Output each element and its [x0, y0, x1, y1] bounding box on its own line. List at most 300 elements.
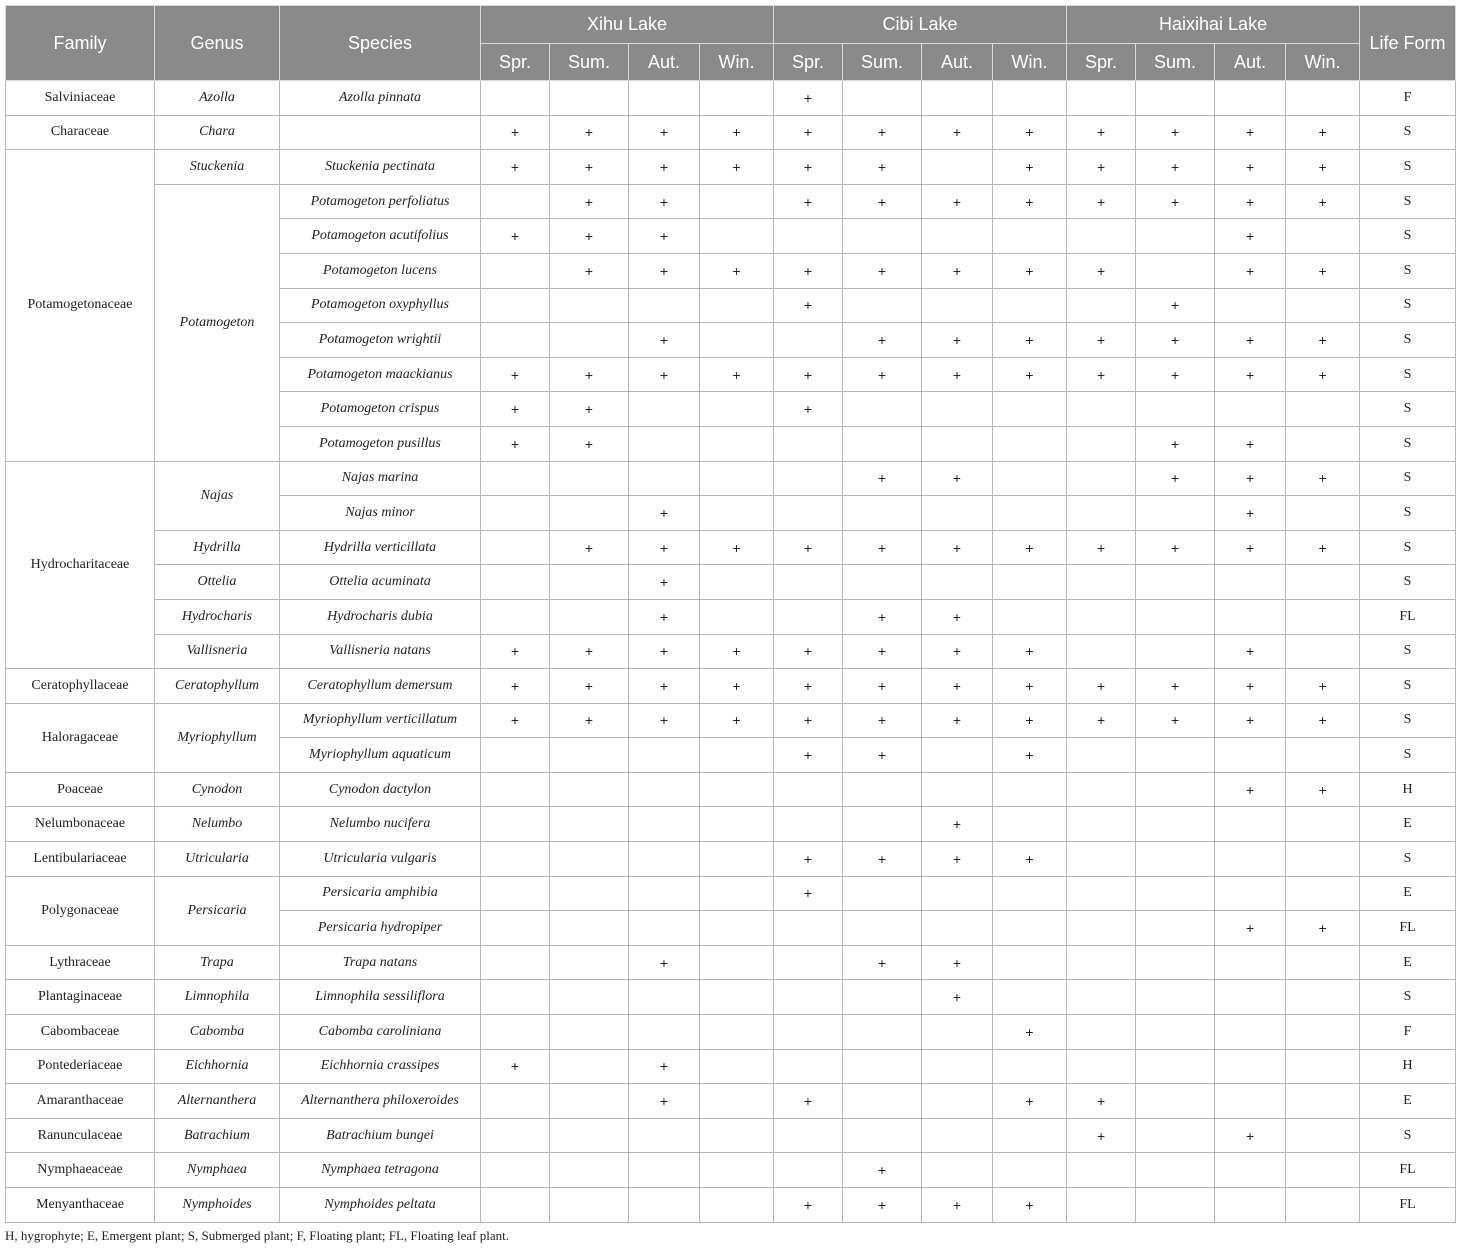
presence-cell — [1286, 1118, 1360, 1153]
genus-cell: Stuckenia — [155, 150, 280, 185]
table-row — [6, 634, 1456, 669]
presence-cell: + — [1067, 253, 1136, 288]
presence-cell — [1067, 772, 1136, 807]
presence-cell: + — [774, 876, 843, 911]
presence-cell: + — [629, 599, 700, 634]
species-cell: Persicaria hydropiper — [280, 911, 481, 946]
presence-cell — [774, 1015, 843, 1050]
presence-cell: + — [993, 357, 1067, 392]
presence-cell: + — [922, 980, 993, 1015]
presence-cell — [629, 426, 700, 461]
genus-cell: Cabomba — [155, 1015, 280, 1050]
table-row — [6, 1118, 1456, 1153]
presence-cell — [481, 599, 550, 634]
presence-cell — [550, 1015, 629, 1050]
presence-cell: + — [1215, 634, 1286, 669]
presence-cell — [1215, 1015, 1286, 1050]
presence-cell — [1286, 565, 1360, 600]
presence-cell — [481, 772, 550, 807]
presence-cell: + — [1286, 357, 1360, 392]
species-cell: Batrachium bungei — [280, 1118, 481, 1153]
presence-cell: + — [629, 323, 700, 358]
presence-cell: + — [843, 599, 922, 634]
presence-cell — [1215, 1049, 1286, 1084]
species-cell: Potamogeton wrightii — [280, 323, 481, 358]
species-table-container — [5, 5, 1455, 1223]
presence-cell — [993, 599, 1067, 634]
presence-cell — [1067, 496, 1136, 531]
presence-cell: + — [774, 669, 843, 704]
presence-cell — [1136, 807, 1215, 842]
presence-cell — [1286, 219, 1360, 254]
presence-cell — [481, 1188, 550, 1223]
presence-cell — [922, 772, 993, 807]
presence-cell: + — [1067, 150, 1136, 185]
presence-cell — [1136, 772, 1215, 807]
life-form-cell: S — [1360, 323, 1456, 358]
life-form-cell: H — [1360, 1049, 1456, 1084]
presence-cell — [700, 461, 774, 496]
presence-cell — [774, 599, 843, 634]
life-form-cell: S — [1360, 219, 1456, 254]
life-form-cell: FL — [1360, 599, 1456, 634]
family-cell: Plantaginaceae — [6, 980, 155, 1015]
presence-cell — [629, 81, 700, 116]
presence-cell: + — [1136, 530, 1215, 565]
presence-cell: + — [843, 150, 922, 185]
life-form-cell: E — [1360, 945, 1456, 980]
presence-cell — [993, 945, 1067, 980]
family-cell: Salviniaceae — [6, 81, 155, 116]
header-lake-cibi: Cibi Lake — [774, 6, 1067, 44]
life-form-cell: S — [1360, 496, 1456, 531]
presence-cell — [843, 565, 922, 600]
life-form-cell: S — [1360, 184, 1456, 219]
species-cell: Cynodon dactylon — [280, 772, 481, 807]
presence-cell: + — [993, 1188, 1067, 1223]
presence-cell — [550, 842, 629, 877]
presence-cell — [843, 496, 922, 531]
genus-cell: Batrachium — [155, 1118, 280, 1153]
life-form-cell: F — [1360, 81, 1456, 116]
presence-cell: + — [700, 703, 774, 738]
header-lake-haixihai: Haixihai Lake — [1067, 6, 1360, 44]
presence-cell: + — [774, 392, 843, 427]
presence-cell — [550, 945, 629, 980]
presence-cell — [774, 945, 843, 980]
presence-cell: + — [1215, 669, 1286, 704]
presence-cell: + — [1286, 461, 1360, 496]
table-row — [6, 772, 1456, 807]
table-header — [6, 6, 1456, 81]
presence-cell — [843, 1084, 922, 1119]
presence-cell — [481, 184, 550, 219]
header-season: Spr. — [774, 44, 843, 81]
presence-cell: + — [629, 115, 700, 150]
presence-cell — [550, 1188, 629, 1223]
presence-cell — [1136, 219, 1215, 254]
presence-cell — [1286, 1049, 1360, 1084]
presence-cell — [481, 253, 550, 288]
presence-cell — [550, 461, 629, 496]
presence-cell: + — [1215, 911, 1286, 946]
species-cell: Vallisneria natans — [280, 634, 481, 669]
presence-cell: + — [774, 738, 843, 773]
presence-cell — [481, 842, 550, 877]
presence-cell — [1136, 253, 1215, 288]
header-lake-xihu: Xihu Lake — [481, 6, 774, 44]
species-cell: Ottelia acuminata — [280, 565, 481, 600]
life-form-cell: E — [1360, 807, 1456, 842]
presence-cell — [1136, 876, 1215, 911]
presence-cell — [1136, 392, 1215, 427]
presence-cell — [1286, 599, 1360, 634]
presence-cell — [1136, 1153, 1215, 1188]
presence-cell: + — [843, 1188, 922, 1223]
presence-cell — [550, 876, 629, 911]
presence-cell: + — [1286, 530, 1360, 565]
presence-cell — [1215, 1188, 1286, 1223]
presence-cell — [550, 565, 629, 600]
table-row — [6, 842, 1456, 877]
presence-cell — [481, 945, 550, 980]
presence-cell: + — [481, 392, 550, 427]
presence-cell — [1215, 842, 1286, 877]
table-row — [6, 1015, 1456, 1050]
header-family: Family — [6, 6, 155, 81]
presence-cell: + — [1286, 323, 1360, 358]
species-cell: Myriophyllum verticillatum — [280, 703, 481, 738]
genus-cell: Chara — [155, 115, 280, 150]
presence-cell: + — [1067, 323, 1136, 358]
presence-cell: + — [1286, 150, 1360, 185]
presence-cell — [922, 876, 993, 911]
header-season: Sum. — [1136, 44, 1215, 81]
presence-cell — [1136, 599, 1215, 634]
presence-cell — [550, 807, 629, 842]
species-cell: Stuckenia pectinata — [280, 150, 481, 185]
presence-cell: + — [922, 599, 993, 634]
presence-cell — [774, 461, 843, 496]
genus-cell: Hydrocharis — [155, 599, 280, 634]
presence-cell: + — [1286, 703, 1360, 738]
presence-cell — [774, 1153, 843, 1188]
presence-cell: + — [629, 357, 700, 392]
presence-cell: + — [993, 1084, 1067, 1119]
header-season: Aut. — [922, 44, 993, 81]
presence-cell: + — [629, 1049, 700, 1084]
presence-cell — [700, 1049, 774, 1084]
presence-cell: + — [1067, 703, 1136, 738]
presence-cell: + — [1215, 1118, 1286, 1153]
presence-cell — [1215, 288, 1286, 323]
presence-cell: + — [481, 426, 550, 461]
presence-cell — [922, 565, 993, 600]
presence-cell — [1067, 1153, 1136, 1188]
presence-cell — [774, 323, 843, 358]
presence-cell — [922, 911, 993, 946]
presence-cell: + — [843, 323, 922, 358]
presence-cell — [1286, 807, 1360, 842]
presence-cell — [629, 772, 700, 807]
life-form-cell: E — [1360, 876, 1456, 911]
presence-cell — [993, 876, 1067, 911]
presence-cell: + — [550, 392, 629, 427]
table-body — [6, 81, 1456, 1223]
presence-cell — [1067, 565, 1136, 600]
presence-cell — [550, 980, 629, 1015]
genus-cell: Vallisneria — [155, 634, 280, 669]
presence-cell: + — [993, 669, 1067, 704]
presence-cell — [1136, 1015, 1215, 1050]
presence-cell — [1136, 81, 1215, 116]
species-table — [5, 5, 1456, 1223]
presence-cell — [1286, 426, 1360, 461]
presence-cell — [993, 81, 1067, 116]
genus-cell: Alternanthera — [155, 1084, 280, 1119]
presence-cell — [1067, 599, 1136, 634]
presence-cell: + — [550, 530, 629, 565]
presence-cell: + — [550, 634, 629, 669]
presence-cell — [993, 807, 1067, 842]
life-form-cell: S — [1360, 703, 1456, 738]
presence-cell: + — [629, 1084, 700, 1119]
presence-cell — [1136, 565, 1215, 600]
presence-cell: + — [700, 669, 774, 704]
life-form-cell: F — [1360, 1015, 1456, 1050]
genus-cell: Potamogeton — [155, 184, 280, 461]
table-row — [6, 945, 1456, 980]
presence-cell — [1067, 911, 1136, 946]
presence-cell — [550, 1153, 629, 1188]
presence-cell — [1286, 1084, 1360, 1119]
header-species: Species — [280, 6, 481, 81]
presence-cell: + — [629, 150, 700, 185]
presence-cell — [843, 219, 922, 254]
presence-cell — [1067, 842, 1136, 877]
life-form-cell: S — [1360, 669, 1456, 704]
presence-cell — [1215, 807, 1286, 842]
family-cell: Nymphaeaceae — [6, 1153, 155, 1188]
table-row — [6, 980, 1456, 1015]
family-cell: Ranunculaceae — [6, 1118, 155, 1153]
life-form-cell: FL — [1360, 1188, 1456, 1223]
presence-cell: + — [993, 323, 1067, 358]
presence-cell — [1067, 738, 1136, 773]
presence-cell — [700, 1188, 774, 1223]
presence-cell — [481, 530, 550, 565]
presence-cell — [481, 461, 550, 496]
table-row — [6, 807, 1456, 842]
presence-cell: + — [922, 669, 993, 704]
table-footnote: H, hygrophyte; E, Emergent plant; S, Submerged plant; F, Floating plant; FL, Floating leaf plant. — [5, 1228, 509, 1243]
presence-cell: + — [700, 530, 774, 565]
presence-cell: + — [843, 357, 922, 392]
presence-cell: + — [922, 253, 993, 288]
presence-cell: + — [993, 115, 1067, 150]
presence-cell — [993, 219, 1067, 254]
header-season: Sum. — [843, 44, 922, 81]
life-form-cell: FL — [1360, 911, 1456, 946]
life-form-cell: S — [1360, 565, 1456, 600]
presence-cell — [1067, 945, 1136, 980]
presence-cell — [774, 219, 843, 254]
species-cell: Trapa natans — [280, 945, 481, 980]
presence-cell — [700, 1118, 774, 1153]
presence-cell: + — [1215, 253, 1286, 288]
presence-cell — [700, 184, 774, 219]
life-form-cell: S — [1360, 150, 1456, 185]
presence-cell — [843, 772, 922, 807]
presence-cell: + — [550, 253, 629, 288]
table-row — [6, 1084, 1456, 1119]
presence-cell — [922, 392, 993, 427]
presence-cell — [993, 392, 1067, 427]
presence-cell: + — [629, 496, 700, 531]
presence-cell — [550, 81, 629, 116]
presence-cell — [1286, 980, 1360, 1015]
presence-cell — [1067, 634, 1136, 669]
presence-cell: + — [843, 738, 922, 773]
presence-cell: + — [774, 81, 843, 116]
presence-cell — [700, 565, 774, 600]
presence-cell: + — [1215, 115, 1286, 150]
genus-cell: Azolla — [155, 81, 280, 116]
presence-cell — [774, 426, 843, 461]
presence-cell: + — [993, 253, 1067, 288]
presence-cell: + — [1286, 253, 1360, 288]
presence-cell — [1136, 980, 1215, 1015]
presence-cell: + — [922, 184, 993, 219]
presence-cell — [774, 1118, 843, 1153]
species-cell: Eichhornia crassipes — [280, 1049, 481, 1084]
species-cell: Najas minor — [280, 496, 481, 531]
presence-cell — [922, 81, 993, 116]
presence-cell — [700, 1084, 774, 1119]
presence-cell — [481, 876, 550, 911]
presence-cell — [700, 426, 774, 461]
species-cell: Potamogeton oxyphyllus — [280, 288, 481, 323]
presence-cell: + — [843, 1153, 922, 1188]
presence-cell — [1136, 496, 1215, 531]
presence-cell — [1286, 945, 1360, 980]
presence-cell: + — [774, 184, 843, 219]
presence-cell: + — [1067, 669, 1136, 704]
presence-cell — [700, 496, 774, 531]
presence-cell — [629, 807, 700, 842]
presence-cell: + — [1136, 115, 1215, 150]
life-form-cell: S — [1360, 392, 1456, 427]
presence-cell — [922, 496, 993, 531]
genus-cell: Nymphaea — [155, 1153, 280, 1188]
presence-cell: + — [1067, 357, 1136, 392]
presence-cell: + — [774, 1188, 843, 1223]
presence-cell: + — [1286, 184, 1360, 219]
presence-cell: + — [700, 150, 774, 185]
presence-cell — [629, 461, 700, 496]
presence-cell — [1215, 565, 1286, 600]
species-cell: Myriophyllum aquaticum — [280, 738, 481, 773]
presence-cell: + — [700, 253, 774, 288]
presence-cell — [629, 842, 700, 877]
header-season: Spr. — [1067, 44, 1136, 81]
presence-cell — [774, 1049, 843, 1084]
presence-cell: + — [1136, 288, 1215, 323]
species-cell: Potamogeton crispus — [280, 392, 481, 427]
presence-cell: + — [550, 669, 629, 704]
presence-cell — [993, 1118, 1067, 1153]
life-form-cell: S — [1360, 530, 1456, 565]
presence-cell — [629, 911, 700, 946]
presence-cell — [550, 911, 629, 946]
presence-cell: + — [1067, 1084, 1136, 1119]
presence-cell — [629, 392, 700, 427]
presence-cell: + — [550, 150, 629, 185]
table-row — [6, 530, 1456, 565]
species-cell: Najas marina — [280, 461, 481, 496]
presence-cell: + — [774, 634, 843, 669]
presence-cell — [1286, 1188, 1360, 1223]
presence-cell: + — [481, 1049, 550, 1084]
presence-cell: + — [629, 634, 700, 669]
presence-cell — [993, 461, 1067, 496]
presence-cell — [700, 599, 774, 634]
family-cell: Characeae — [6, 115, 155, 150]
presence-cell: + — [1215, 184, 1286, 219]
presence-cell — [1215, 876, 1286, 911]
header-life-form: Life Form — [1360, 6, 1456, 81]
presence-cell — [550, 599, 629, 634]
species-cell: Nymphoides peltata — [280, 1188, 481, 1223]
presence-cell: + — [629, 530, 700, 565]
presence-cell — [774, 911, 843, 946]
presence-cell — [629, 980, 700, 1015]
presence-cell: + — [922, 357, 993, 392]
presence-cell — [700, 980, 774, 1015]
presence-cell — [843, 288, 922, 323]
presence-cell: + — [843, 530, 922, 565]
presence-cell: + — [774, 1084, 843, 1119]
family-cell: Pontederiaceae — [6, 1049, 155, 1084]
presence-cell — [1067, 1015, 1136, 1050]
species-cell: Hydrocharis dubia — [280, 599, 481, 634]
life-form-cell: E — [1360, 1084, 1456, 1119]
presence-cell — [843, 81, 922, 116]
presence-cell: + — [774, 357, 843, 392]
presence-cell: + — [922, 945, 993, 980]
presence-cell — [993, 565, 1067, 600]
presence-cell — [993, 1049, 1067, 1084]
presence-cell — [1215, 1084, 1286, 1119]
presence-cell — [922, 1015, 993, 1050]
life-form-cell: S — [1360, 634, 1456, 669]
presence-cell: + — [550, 357, 629, 392]
family-cell: Ceratophyllaceae — [6, 669, 155, 704]
presence-cell: + — [993, 150, 1067, 185]
presence-cell: + — [1067, 1118, 1136, 1153]
presence-cell — [700, 945, 774, 980]
presence-cell — [993, 911, 1067, 946]
table-row — [6, 599, 1456, 634]
presence-cell — [774, 807, 843, 842]
presence-cell — [774, 496, 843, 531]
presence-cell: + — [843, 253, 922, 288]
presence-cell: + — [1286, 115, 1360, 150]
presence-cell — [922, 288, 993, 323]
species-cell: Limnophila sessiliflora — [280, 980, 481, 1015]
species-cell: Potamogeton lucens — [280, 253, 481, 288]
genus-cell: Nelumbo — [155, 807, 280, 842]
